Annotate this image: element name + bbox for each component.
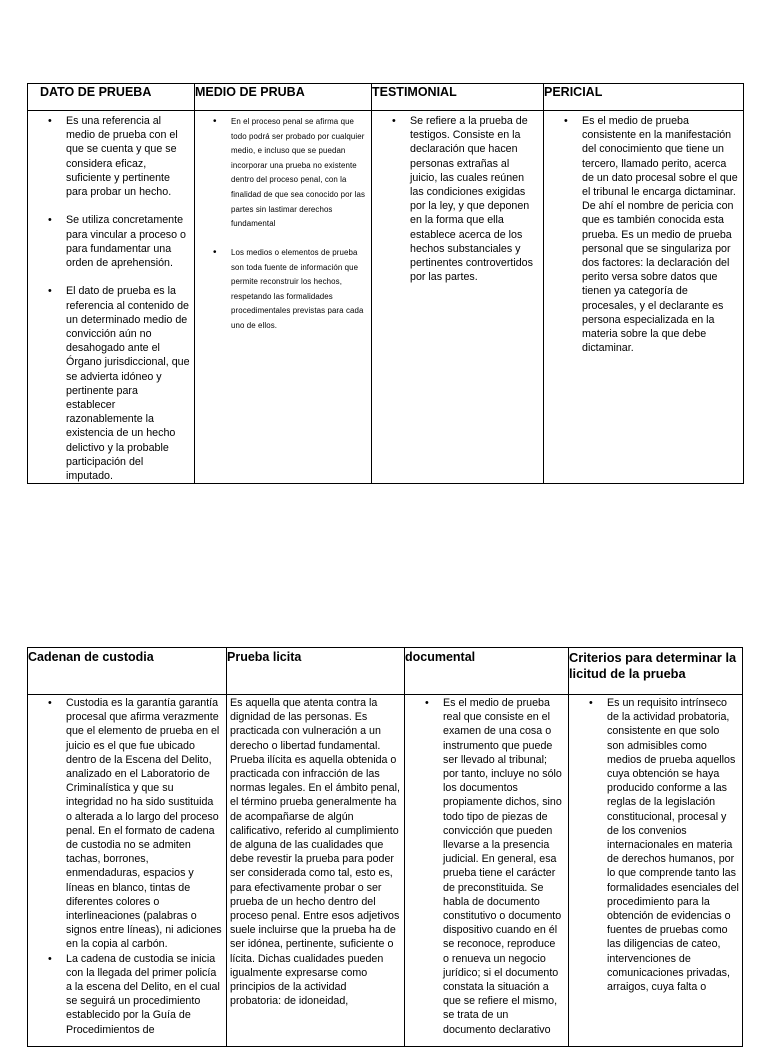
header-pericial: PERICIAL: [544, 84, 744, 111]
cell-criterios-licitud: [569, 695, 743, 1047]
table-header-row: [28, 84, 744, 111]
header-dato-de-prueba: DATO DE PRUEBA: [28, 84, 195, 111]
list-item: • Se refiere a la prueba de testigos. Consiste en la declaración que hacen personas extrañas al juicio, las cuales reúnen las condiciones exigidas por la ley, y que deponen en la forma que ella establece acerca de los hechos substanciales y pertinentes controvertidos por las partes.: [410, 114, 539, 284]
table-body-row: [28, 111, 744, 484]
evidence-types-table: [27, 83, 744, 484]
cell-cadena-de-custodia: [28, 695, 227, 1047]
list-item: • La cadena de custodia se inicia con la llegada del primer policía a la escena del Delito, en el cual se seguirá un procedimiento establecido por la Guía de Procedimientos de: [66, 952, 222, 1037]
header-criterios-licitud: Criterios para determinar la licitud de la prueba: [569, 648, 743, 695]
cell-dato-de-prueba: [28, 111, 195, 484]
bullet-list: [28, 111, 194, 483]
bullet-list: [28, 695, 226, 1037]
cell-testimonial: [372, 111, 544, 484]
header-prueba-licita: Prueba licita: [227, 648, 405, 695]
list-item: • Custodia es la garantía garantía procesal que afirma verazmente que el elemento de prueba en el juicio es el que fue ubicado dentro de la Escena del Delito, analizado en el Laboratorio de Criminalística y que su integridad no ha sido sustituida o alterada a lo largo del proceso penal. En el formato de cadena de custodia no se admiten tachas, borrones, enmendaduras, espacios y líneas en blanco, tintas de diferentes colores o interlineaciones (palabras o signos entre líneas), ni adiciones en la copia al carbón.: [66, 696, 222, 952]
list-item: • Se utiliza concretamente para vincular a proceso o para fundamentar una orden de aprehensión.: [66, 213, 190, 270]
list-item: • Los medios o elementos de prueba son toda fuente de información que permite reconstruir los hechos, respetando las formalidades procedimentales previstas para cada uno de ellos.: [231, 246, 369, 334]
custody-and-legality-table: [27, 647, 743, 1047]
bullet-list: [569, 695, 742, 994]
cell-pericial: [544, 111, 744, 484]
header-cadena-de-custodia: Cadenan de custodia: [28, 648, 227, 695]
table-header-row: [28, 648, 743, 695]
table-body-row: [28, 695, 743, 1047]
list-item: • Es una referencia al medio de prueba con el que se cuenta y que se considera eficaz, suficiente y pertinente para probar un hecho.: [66, 114, 190, 199]
list-item: • Es un requisito intrínseco de la actividad probatoria, consistente en que solo son admisibles como medios de prueba aquellos cuya obtención se haya producido conforme a las reglas de la legislación constitucional, procesal y de los convenios internacionales en materia de derechos humanos, por lo que comprende tanto las formalidades esenciales del procedimiento para la obtención de evidencias o fuentes de pruebas como las diligencias de cateo, intervenciones de comunicaciones privadas, arraigos, cuya falta o: [607, 696, 739, 994]
cell-prueba-licita: [227, 695, 405, 1047]
bullet-list: [405, 695, 568, 1037]
bullet-list: [195, 111, 371, 334]
cell-medio-de-prueba: [195, 111, 372, 484]
bullet-list: [372, 111, 543, 284]
list-item: • El dato de prueba es la referencia al contenido de un determinado medio de convicción aún no desahogado ante el Órgano jurisdiccional, que se advierta idóneo y pertinente para establecer razonablemente la existencia de un hecho delictivo y la probable participación del imputado.: [66, 284, 190, 483]
header-testimonial: TESTIMONIAL: [372, 84, 544, 111]
header-medio-de-prueba: MEDIO DE PRUBA: [195, 84, 372, 111]
list-item: • Es el medio de prueba consistente en la manifestación del conocimiento que tiene un tercero, llamado perito, acerca de un dato procesal sobre el que el tribunal le encarga dictaminar. De ahí el nombre de pericia con que es también conocida esta prueba. Es un medio de prueba personal que se singulariza por dos factores: la declaración del perito versa sobre datos que tienen ya categoría de procesales, y el declarante es persona especializada en la materia sobre la que debe dictaminar.: [582, 114, 739, 355]
list-item: • En el proceso penal se afirma que todo podrá ser probado por cualquier medio, e incluso que se puedan incorporar una prueba no existente dentro del proceso penal, con la finalidad de que sea conocido por las partes sin lastimar derechos fundamental: [231, 115, 369, 232]
paragraph: Es aquella que atenta contra la dignidad de las personas. Es practicada con vulneración a un derecho o libertad fundamental. Prueba ilícita es aquella obtenida o practicada con infracción de las normas legales. En el ámbito penal, el término prueba generalmente ha de acompañarse de algún calificativo, referido al cumplimiento de alguna de las cualidades que debe revestir la prueba para poder ser considerada como tal, esto es, para efectivamente probar o ser prueba de un hecho dentro del proceso penal. Entre esos adjetivos suele incluirse que la prueba ha de ser idónea, pertinente, suficiente o lícita. Dichas cualidades pueden igualmente expresarse como principios de la actividad probatoria: de idoneidad,: [230, 697, 400, 1008]
bullet-list: [544, 111, 743, 355]
header-documental: documental: [405, 648, 569, 695]
list-item: • Es el medio de prueba real que consiste en el examen de una cosa o instrumento que puede ser llevado al tribunal; por tanto, incluye no sólo los documentos propiamente dichos, sino todo tipo de piezas de convicción que pueden llevarse a la presencia judicial. En general, esa prueba tiene el carácter de preconstituida. Se habla de documento constitutivo o documento dispositivo cuando en él se reconoce, reproduce o renueva un negocio jurídico; si el documento constata la situación a que se refiere el mismo, se trata de un documento declarativo: [443, 696, 564, 1037]
cell-documental: [405, 695, 569, 1047]
